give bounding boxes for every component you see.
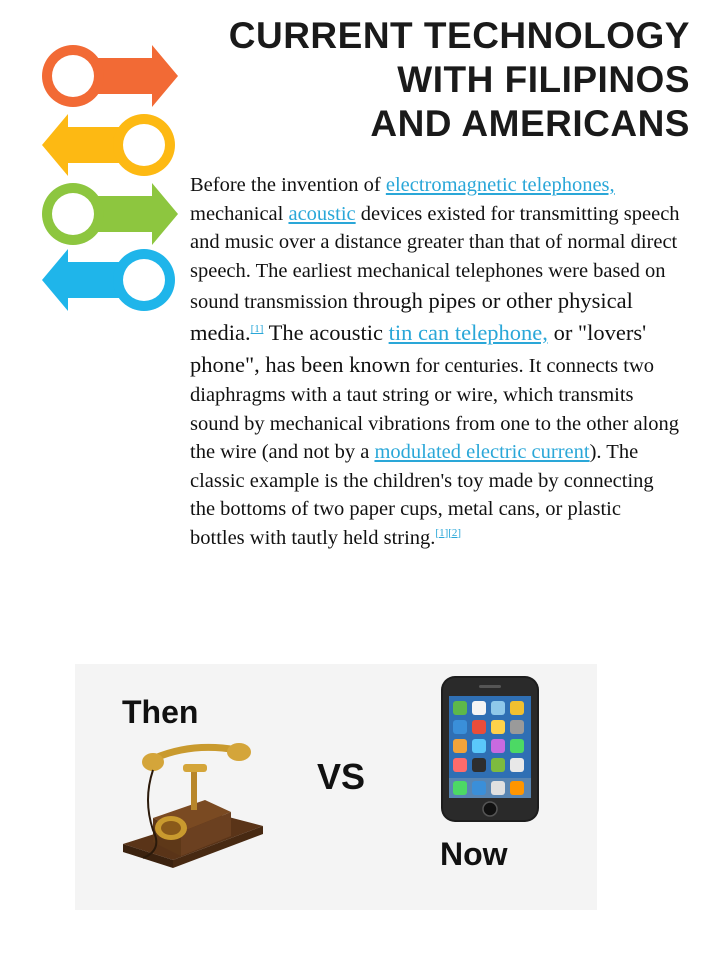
yellow-left-arrow-icon <box>42 114 175 176</box>
reference-link-1[interactable]: [1] <box>250 323 264 335</box>
title-line-1: CURRENT TECHNOLOGY <box>228 15 690 56</box>
page-title <box>210 14 690 146</box>
now-label: Now <box>440 836 508 872</box>
reference-link-1-2[interactable]: [1][2] <box>435 526 462 539</box>
body-text-run: devices existed for transmitting speech and music over a distance greater than that of normal direct speech. The earliest mechanical telephones were based on sound transmission <box>190 202 680 313</box>
rotary-telephone-icon <box>113 740 273 870</box>
body-text-run: or "lovers' phone", has been known <box>190 320 647 377</box>
body-text-run: through pipes or other physical media. <box>190 288 633 345</box>
link-acoustic[interactable]: acoustic <box>288 202 356 225</box>
link-tin-can-telephone[interactable]: tin can telephone, <box>388 320 548 345</box>
link-electromagnetic-telephones[interactable]: electromagnetic telephones, <box>385 174 615 196</box>
green-right-arrow-icon <box>42 183 178 245</box>
body-paragraph <box>190 171 680 552</box>
vs-label: VS <box>317 756 366 797</box>
body-text-run: mechanical <box>190 202 289 225</box>
body-text-run: for centuries. It connects two diaphragms with a taut string or wire, which transmits sound by mechanical vibrations from one to the other along the wire (and not by a <box>190 355 680 463</box>
body-text-run: ). The classic example is the children's toy made by connecting the bottoms of two paper cups, metal cans, or plastic bottles with tautly held string. <box>190 441 654 549</box>
body-text-run: The acoustic <box>263 320 389 345</box>
blue-left-arrow-icon <box>42 249 175 311</box>
body-text-run: Before the invention of <box>190 174 386 196</box>
orange-right-arrow-icon <box>42 45 178 107</box>
then-vs-now-image <box>75 664 597 910</box>
decorative-arrows-graphic <box>40 40 180 320</box>
then-label: Then <box>122 694 199 730</box>
link-modulated-electric-current[interactable]: modulated electric current <box>374 441 590 463</box>
smartphone-icon <box>437 674 543 824</box>
title-line-2: WITH FILIPINOS <box>397 59 690 100</box>
title-line-3: AND AMERICANS <box>370 103 690 144</box>
